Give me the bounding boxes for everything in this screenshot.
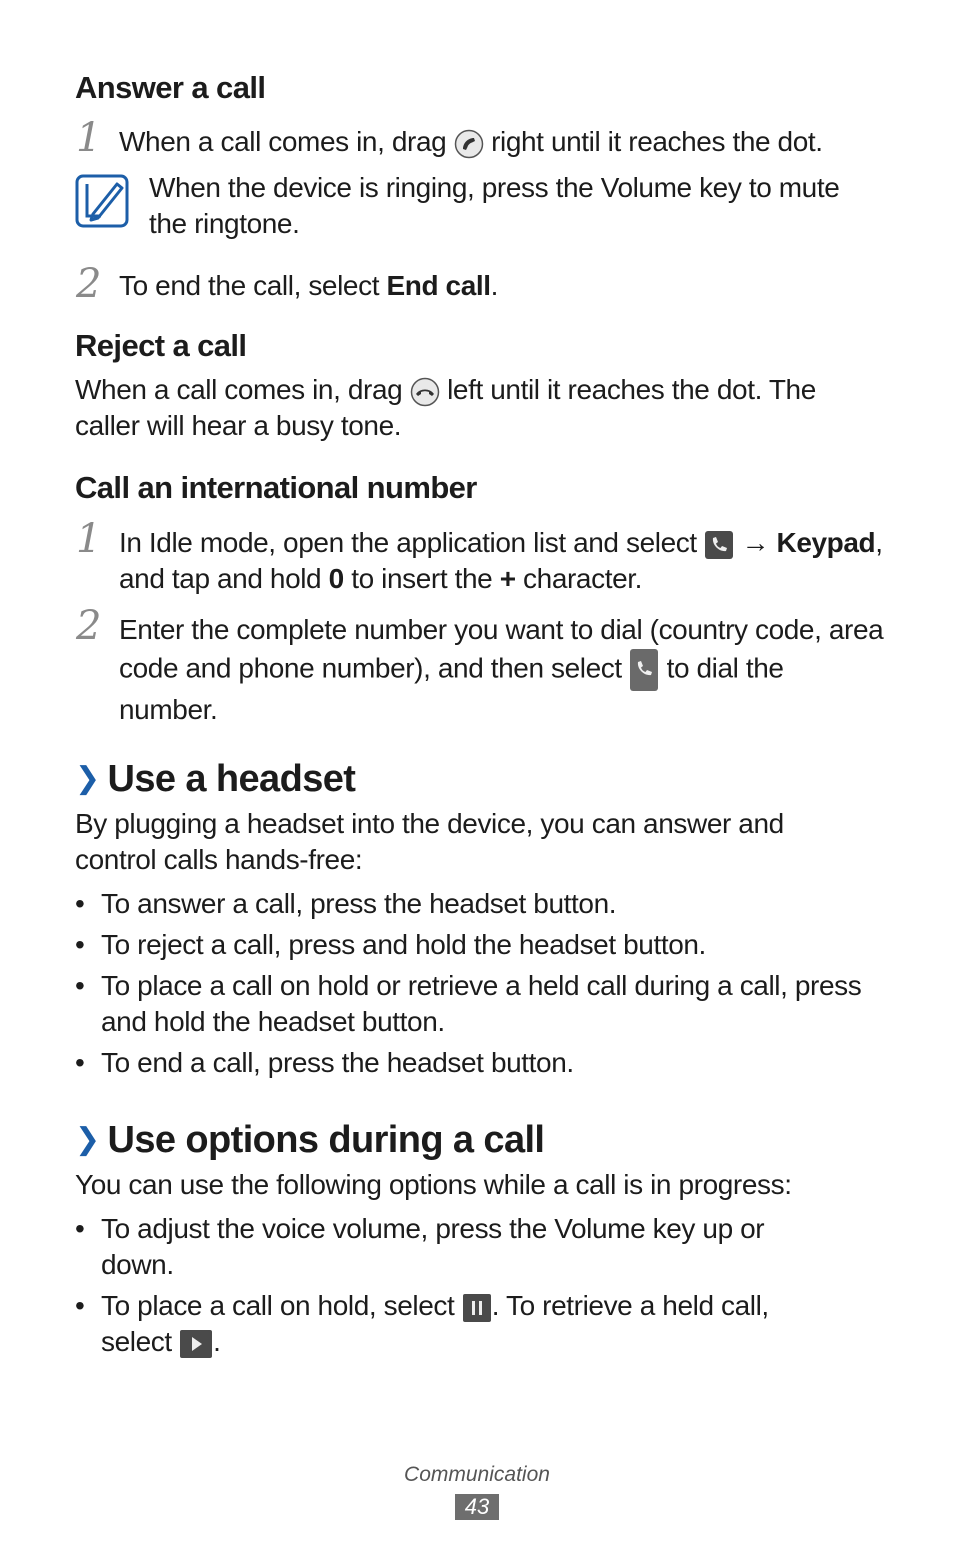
step-number: 1 <box>76 516 102 562</box>
note-pencil-icon <box>75 174 129 228</box>
page-number: 43 <box>455 1494 499 1520</box>
answer-step-1: When a call comes in, drag right until it reaches the dot. <box>119 126 823 157</box>
pause-icon <box>462 1293 492 1323</box>
note-text: When the device is ringing, press the Volume key to mute the ringtone. <box>149 172 840 239</box>
list-item: • To place a call on hold, select . To retrieve a held call, select . <box>75 1288 835 1360</box>
chevron-right-icon: ❯ <box>75 1123 100 1156</box>
list-item: • To place a call on hold or retrieve a held call during a call, press and hold the headset button. <box>75 968 865 1040</box>
play-icon <box>179 1329 213 1359</box>
headset-intro: By plugging a headset into the device, you can answer and control calls hands-free: <box>75 808 784 875</box>
headset-section-heading: ❯ Use a headset <box>75 758 356 800</box>
step-number: 2 <box>76 603 102 649</box>
international-heading: Call an international number <box>75 470 477 505</box>
list-item: • To adjust the voice volume, press the Volume key up or down. <box>75 1211 835 1283</box>
chevron-right-icon: ❯ <box>75 762 100 795</box>
phone-reject-icon <box>410 377 440 407</box>
answer-step-2: To end the call, select End call. <box>119 270 499 301</box>
list-item: • To end a call, press the headset button. <box>75 1045 865 1081</box>
headset-bullet-list <box>75 886 865 1086</box>
step-number: 2 <box>76 261 102 307</box>
reject-call-text: When a call comes in, drag left until it reaches the dot. The caller will hear a busy tone. <box>75 374 816 441</box>
options-intro: You can use the following options while a call is in progress: <box>75 1169 792 1200</box>
list-item: • To reject a call, press and hold the headset button. <box>75 927 865 963</box>
step-number: 1 <box>76 115 102 161</box>
answer-call-heading: Answer a call <box>75 70 266 105</box>
phone-answer-icon <box>454 129 484 159</box>
international-step-2: Enter the complete number you want to dial (country code, area code and phone number), and then select to dial the number. <box>119 614 884 725</box>
reject-call-heading: Reject a call <box>75 328 247 363</box>
international-step-1: In Idle mode, open the application list and select → Keypad, and tap and hold 0 to insert the + character. <box>119 527 883 594</box>
list-item: • To answer a call, press the headset button. <box>75 886 865 922</box>
dial-icon <box>629 648 659 692</box>
options-section-heading: ❯ Use options during a call <box>75 1119 545 1161</box>
options-bullet-list <box>75 1211 835 1365</box>
footer-section-label: Communication <box>404 1463 550 1486</box>
phone-app-icon <box>704 530 734 560</box>
